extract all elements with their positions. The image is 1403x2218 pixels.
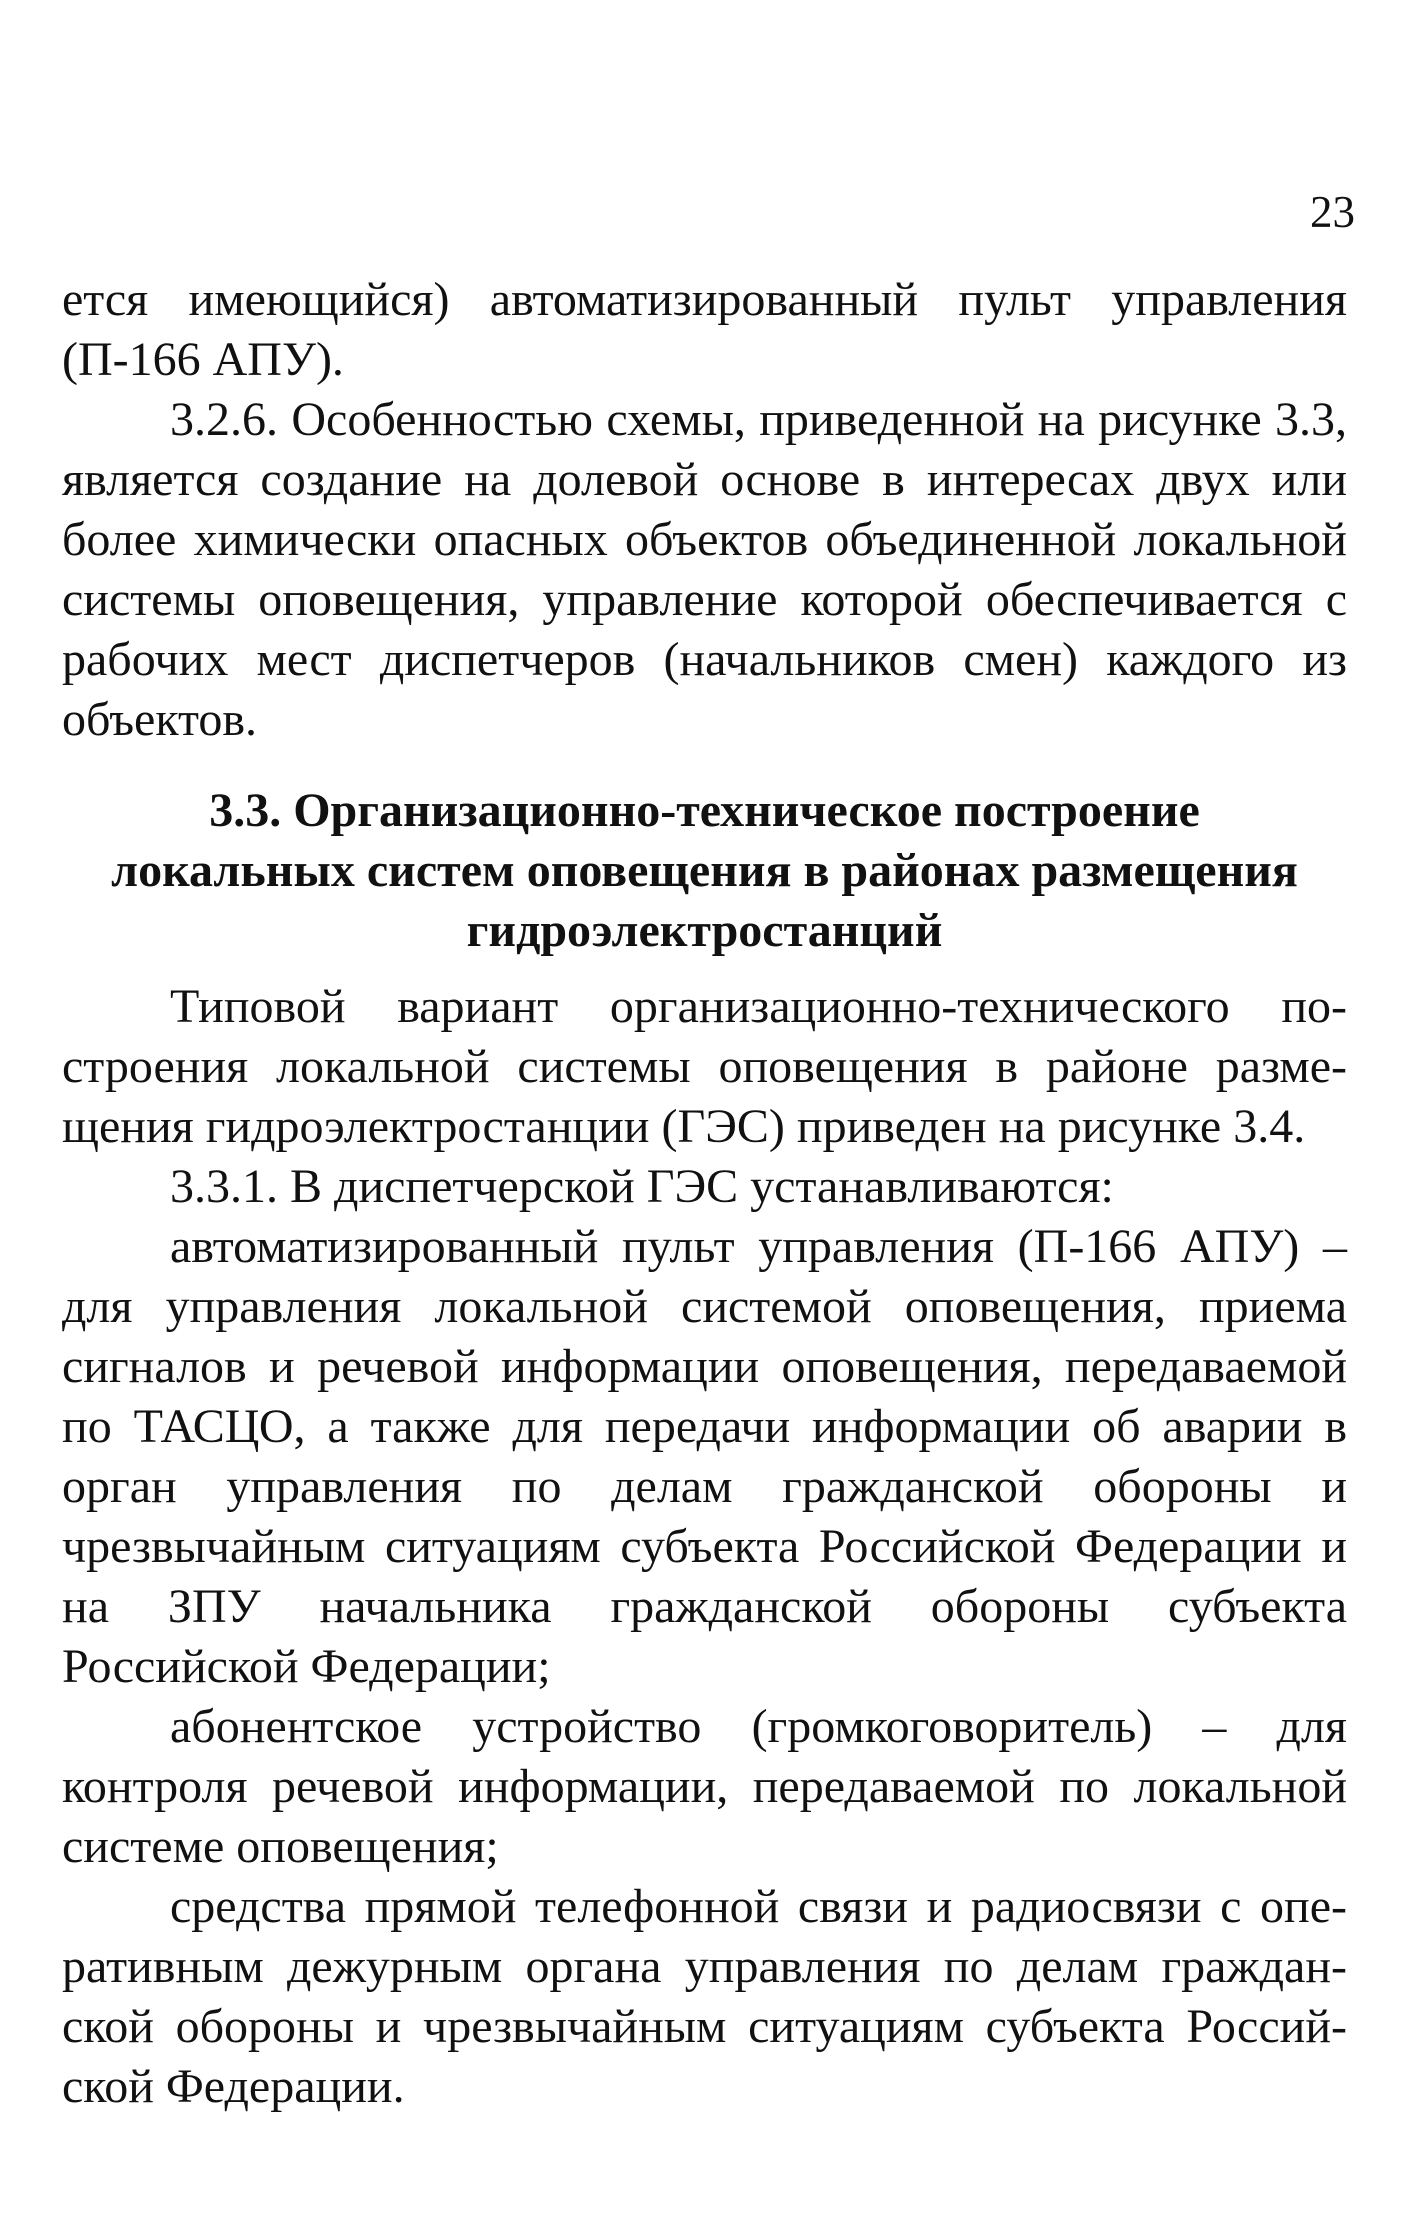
section-heading-3-3 [62, 781, 1347, 961]
paragraph-intro: Типовой вариант организационно-технического построения локальной системы оповещения в районе размещения гидроэлектростанции (ГЭС) приведен на рисунке 3.4. [62, 980, 1347, 1153]
paragraph-3-3-1: 3.3.1. В диспетчерской ГЭС устанавливаются: [170, 1160, 1114, 1213]
heading-line-3: гидроэлектростанций [466, 904, 943, 957]
list-item-control-panel: автоматизированный пульт управления (П-166 АПУ) – для управления локальной системой оповещения, приема сигналов и речевой информации оповещения, передаваемой по ТАСЦО, а также для передачи информации об аварии в орган управления по делам гражданской обороны и чрезвычайным ситуациям субъекта Российской Федерации и на ЗПУ начальника гражданской обороны субъекта Российской Федерации; [62, 1220, 1347, 1693]
list-item-loudspeaker: абонентское устройство (громкоговоритель) – для контроля речевой информации, передаваемой по локальной системе оповещения; [62, 1700, 1347, 1873]
page-number: 23 [1310, 187, 1355, 237]
paragraph-continuation: ется имеющийся) автоматизированный пульт управления (П-166 АПУ). [62, 273, 1347, 386]
page-body [62, 270, 1347, 2117]
list-item-communications: средства прямой телефонной связи и радиосвязи с оперативным дежурным органа управления по делам гражданской обороны и чрезвычайным ситуациям субъекта Российской Федерации. [62, 1880, 1347, 2113]
heading-line-2: локальных систем оповещения в районах размещения [111, 844, 1298, 897]
paragraph-3-2-6: 3.2.6. Особенностью схемы, приведенной на рисунке 3.3, является создание на долевой основе в интересах двух или более химически опасных объектов объединенной локальной системы оповещения, управление которой обеспечивается с рабочих мест диспетчеров (начальников смен) каждого из объектов. [62, 393, 1347, 746]
heading-line-1: 3.3. Организационно-техническое построение [209, 784, 1200, 837]
